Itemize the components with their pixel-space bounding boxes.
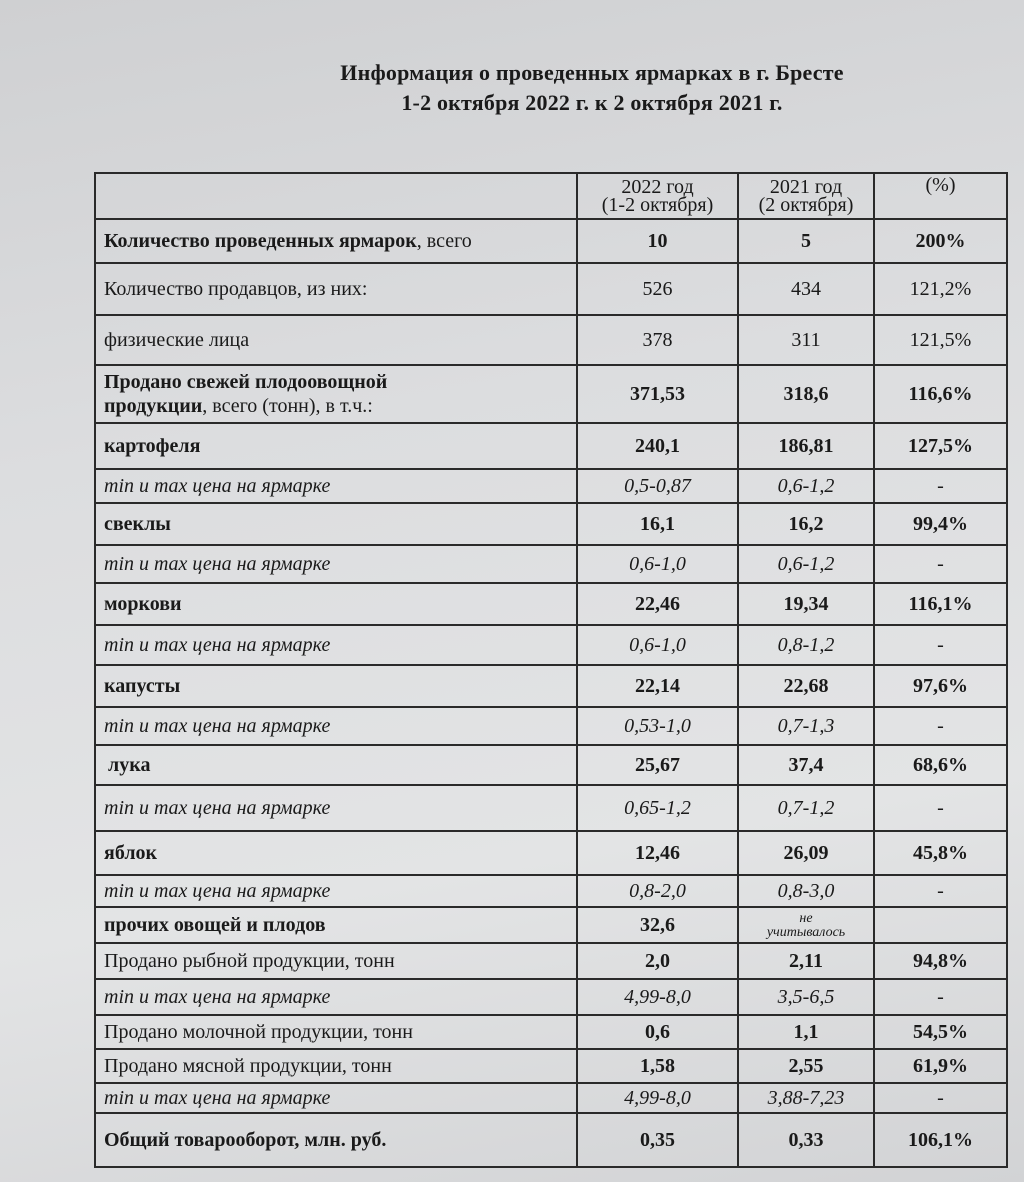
value-percent: 45,8% bbox=[874, 831, 1007, 875]
value-2022: 10 bbox=[577, 219, 738, 263]
row-label: капусты bbox=[95, 665, 577, 707]
row-label-line-2 bbox=[104, 394, 568, 418]
value-2021: 1,1 bbox=[738, 1015, 874, 1049]
row-label: min и max цена на ярмарке bbox=[95, 1083, 577, 1113]
value-2021: 0,33 bbox=[738, 1113, 874, 1167]
value-percent: 121,5% bbox=[874, 315, 1007, 365]
table-row bbox=[95, 1083, 1007, 1113]
value-percent: 61,9% bbox=[874, 1049, 1007, 1083]
table-row bbox=[95, 1049, 1007, 1083]
value-2022: 25,67 bbox=[577, 745, 738, 785]
value-2022: 0,53-1,0 bbox=[577, 707, 738, 745]
table-row bbox=[95, 583, 1007, 625]
value-2022: 22,46 bbox=[577, 583, 738, 625]
table-row bbox=[95, 1113, 1007, 1167]
row-label: min и max цена на ярмарке bbox=[95, 979, 577, 1015]
table-row bbox=[95, 785, 1007, 831]
value-2022: 12,46 bbox=[577, 831, 738, 875]
title-line-1: Информация о проведенных ярмарках в г. Бресте bbox=[340, 60, 844, 85]
value-percent: - bbox=[874, 545, 1007, 583]
value-percent: 68,6% bbox=[874, 745, 1007, 785]
row-label-rest: , всего (тонн), в т.ч.: bbox=[202, 395, 373, 417]
header-2022 bbox=[577, 173, 738, 219]
header-2021-year: 2021 год bbox=[769, 176, 843, 198]
table-row bbox=[95, 707, 1007, 745]
table-row bbox=[95, 469, 1007, 503]
value-percent: - bbox=[874, 979, 1007, 1015]
value-2022: 0,5-0,87 bbox=[577, 469, 738, 503]
value-percent bbox=[874, 907, 1007, 943]
value-percent: - bbox=[874, 1083, 1007, 1113]
row-label: min и max цена на ярмарке bbox=[95, 469, 577, 503]
row-label: Продано рыбной продукции, тонн bbox=[95, 943, 577, 979]
value-2021: 16,2 bbox=[738, 503, 874, 545]
value-2022: 0,6 bbox=[577, 1015, 738, 1049]
value-2021: 5 bbox=[738, 219, 874, 263]
table-row bbox=[95, 545, 1007, 583]
row-label: min и max цена на ярмарке bbox=[95, 707, 577, 745]
value-2022: 16,1 bbox=[577, 503, 738, 545]
value-2022: 240,1 bbox=[577, 423, 738, 469]
document-title bbox=[0, 58, 1024, 118]
value-2021: 0,8-1,2 bbox=[738, 625, 874, 665]
table-row bbox=[95, 745, 1007, 785]
value-percent: 200% bbox=[874, 219, 1007, 263]
table-row bbox=[95, 219, 1007, 263]
table-row bbox=[95, 315, 1007, 365]
header-label-cell bbox=[95, 173, 577, 219]
header-2021-dates: (2 октября) bbox=[758, 194, 854, 216]
value-percent: - bbox=[874, 469, 1007, 503]
value-2021 bbox=[738, 907, 874, 943]
value-2021: 311 bbox=[738, 315, 874, 365]
value-2021: 22,68 bbox=[738, 665, 874, 707]
value-percent: 54,5% bbox=[874, 1015, 1007, 1049]
value-2021: 0,6-1,2 bbox=[738, 469, 874, 503]
value-2021: 26,09 bbox=[738, 831, 874, 875]
table-header-row bbox=[95, 173, 1007, 219]
row-label: лука bbox=[95, 745, 577, 785]
value-2022: 371,53 bbox=[577, 365, 738, 423]
value-percent: 97,6% bbox=[874, 665, 1007, 707]
fairs-table bbox=[94, 172, 1008, 1168]
value-2021: 0,7-1,3 bbox=[738, 707, 874, 745]
value-2022: 32,6 bbox=[577, 907, 738, 943]
value-2021: 318,6 bbox=[738, 365, 874, 423]
value-percent: 116,6% bbox=[874, 365, 1007, 423]
value-2022: 378 bbox=[577, 315, 738, 365]
row-label: min и max цена на ярмарке bbox=[95, 545, 577, 583]
value-2021-line-2: учитывалось bbox=[766, 925, 846, 940]
row-label-rest: , всего bbox=[416, 229, 472, 252]
value-2022: 4,99-8,0 bbox=[577, 979, 738, 1015]
value-2021-line-1: не bbox=[799, 911, 813, 926]
value-2022: 0,6-1,0 bbox=[577, 545, 738, 583]
table-row bbox=[95, 1015, 1007, 1049]
row-label: Количество продавцов, из них: bbox=[95, 263, 577, 315]
value-2021: 0,7-1,2 bbox=[738, 785, 874, 831]
table-row bbox=[95, 831, 1007, 875]
table-row bbox=[95, 503, 1007, 545]
row-label: min и max цена на ярмарке bbox=[95, 875, 577, 907]
value-percent: 121,2% bbox=[874, 263, 1007, 315]
value-2021: 2,11 bbox=[738, 943, 874, 979]
value-percent: - bbox=[874, 785, 1007, 831]
value-percent: 116,1% bbox=[874, 583, 1007, 625]
value-2022: 1,58 bbox=[577, 1049, 738, 1083]
value-2021: 0,6-1,2 bbox=[738, 545, 874, 583]
header-2022-year: 2022 год bbox=[621, 176, 694, 198]
row-label-line-1: Продано свежей плодоовощной bbox=[104, 371, 388, 393]
table-row bbox=[95, 979, 1007, 1015]
value-2021: 2,55 bbox=[738, 1049, 874, 1083]
value-percent: - bbox=[874, 625, 1007, 665]
value-2021: 3,88-7,23 bbox=[738, 1083, 874, 1113]
row-label: Продано мясной продукции, тонн bbox=[95, 1049, 577, 1083]
row-label: яблок bbox=[95, 831, 577, 875]
value-percent: 99,4% bbox=[874, 503, 1007, 545]
table-row bbox=[95, 263, 1007, 315]
row-label bbox=[95, 219, 577, 263]
value-percent: 106,1% bbox=[874, 1113, 1007, 1167]
row-label: физические лица bbox=[95, 315, 577, 365]
value-2022: 0,8-2,0 bbox=[577, 875, 738, 907]
row-label: картофеля bbox=[95, 423, 577, 469]
value-2022: 2,0 bbox=[577, 943, 738, 979]
row-label: Продано молочной продукции, тонн bbox=[95, 1015, 577, 1049]
row-label: Общий товарооборот, млн. руб. bbox=[95, 1113, 577, 1167]
value-percent: 127,5% bbox=[874, 423, 1007, 469]
value-2022: 0,6-1,0 bbox=[577, 625, 738, 665]
title-line-2: 1-2 октября 2022 г. к 2 октября 2021 г. bbox=[401, 90, 783, 115]
value-percent: - bbox=[874, 875, 1007, 907]
value-2022: 0,65-1,2 bbox=[577, 785, 738, 831]
value-2021: 434 bbox=[738, 263, 874, 315]
table-row bbox=[95, 907, 1007, 943]
row-label: моркови bbox=[95, 583, 577, 625]
table-row bbox=[95, 665, 1007, 707]
value-2022: 4,99-8,0 bbox=[577, 1083, 738, 1113]
row-label: прочих овощей и плодов bbox=[95, 907, 577, 943]
header-percent: (%) bbox=[874, 173, 1007, 219]
value-2022: 0,35 bbox=[577, 1113, 738, 1167]
row-label: свеклы bbox=[95, 503, 577, 545]
value-2021: 19,34 bbox=[738, 583, 874, 625]
value-2021: 0,8-3,0 bbox=[738, 875, 874, 907]
table-row bbox=[95, 365, 1007, 423]
value-2021: 186,81 bbox=[738, 423, 874, 469]
row-label-line-2-main: продукции bbox=[104, 395, 203, 417]
table-row bbox=[95, 875, 1007, 907]
table-row bbox=[95, 625, 1007, 665]
row-label: min и max цена на ярмарке bbox=[95, 625, 577, 665]
value-2021: 3,5-6,5 bbox=[738, 979, 874, 1015]
value-2021: 37,4 bbox=[738, 745, 874, 785]
value-2022: 526 bbox=[577, 263, 738, 315]
value-percent: 94,8% bbox=[874, 943, 1007, 979]
row-label bbox=[95, 365, 577, 423]
value-percent: - bbox=[874, 707, 1007, 745]
value-2022: 22,14 bbox=[577, 665, 738, 707]
table-row bbox=[95, 423, 1007, 469]
row-label-main: Количество проведенных ярмарок bbox=[104, 229, 417, 252]
row-label: min и max цена на ярмарке bbox=[95, 785, 577, 831]
table-row bbox=[95, 943, 1007, 979]
header-2021 bbox=[738, 173, 874, 219]
header-2022-dates: (1-2 октября) bbox=[601, 194, 714, 216]
